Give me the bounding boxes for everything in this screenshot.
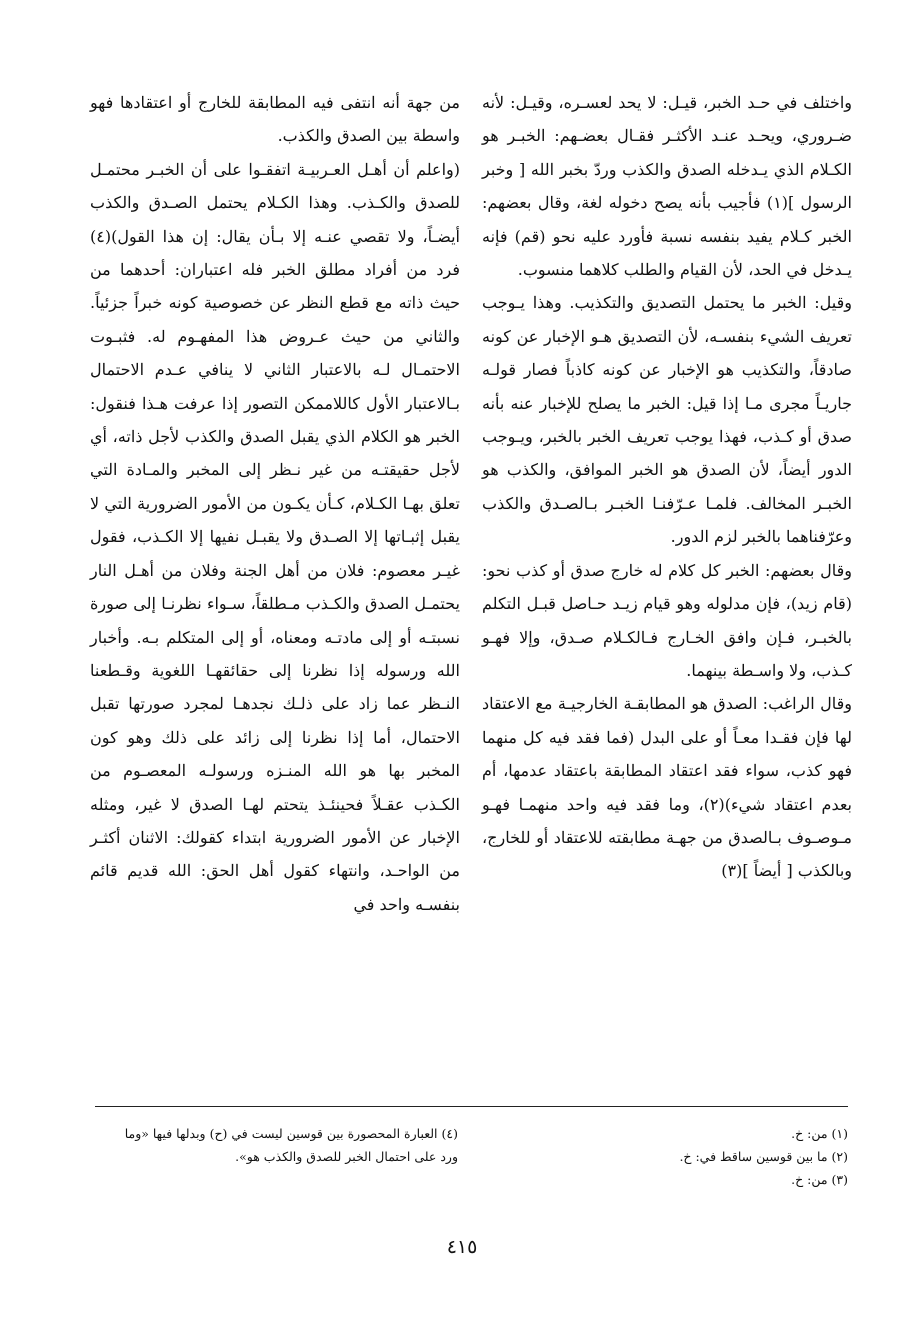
page-number: ٤١٥ bbox=[446, 1236, 478, 1258]
paragraph: (واعلم أن أهـل العـربيـة اتفقـوا على أن الخبـر محتمـل للصدق والكـذب. وهذا الكـلام يحتمل الصـدق والكذب أيضـاً، ولا تقصي عنـه إلا بـأن يقال: إن هذا القول)(٤) فرد من أفراد مطلق الخبر فله اعتباران: أحدهما من حيث ذاته مع قطع النظر عن خصوصية كونه خبراً جزئياً. والثاني من حيث عـروض هذا المفهـوم له. فثبـوت الاحتمـال لـه بالاعتبار الثاني لا ينافي عـدم الاحتمال بـالاعتبار الأول كاللاممكن التصور إذا عرفت هـذا فنقول: الخبر هو الكلام الذي يقبل الصدق والكذب لأجل ذاته، أي لأجل حقيقتـه من غير نـظر إلى المخبر والمـادة التي تعلق بهـا الكـلام، كـأن يكـون من الأمور الضرورية التي لا يقبل إثبـاتها إلا الصـدق ولا يقبـل نفيها إلا الكـذب، فقول غيـر معصوم: فلان من أهل الجنة وفلان من أهـل النار يحتمـل الصدق والكـذب مـطلقاً، سـواء نظرنـا إلى صورة نسبتـه أو إلى مادتـه ومعناه، أو إلى المتكلم بـه. وأخبار الله ورسوله إذا نظرنا إلى حقائقهـا اللغوية وقـطعنا النـظر عما زاد على ذلـك نجدهـا لمجرد صورتها تقبل الاحتمال، أما إذا نظرنا إلى زائد على ذلك وهو كون المخبر بها هو الله المنـزه ورسولـه المعصـوم من الكـذب عقـلاً فحينئـذ يتحتم لهـا الصدق لا غير، ومثله الإخبار عن الأمور الضرورية ابتداء كقولك: الاثنان أكثـر من الواحـد، وانتهاء كقول أهل الحق: الله قديم قائم بنفسـه واحد في bbox=[90, 159, 460, 914]
paragraph: وقال الراغب: الصدق هو المطابقـة الخارجيـة مع الاعتقاد لها فإن فقـدا معـاً أو على البدل (فما فقد فيه كل منهما فهو كذب، سواء فقد اعتقاد المطابقة باعتقاد عدمها، أم بعدم اعتقاد شيء)(٢)، وما فقد فيه واحد منهمـا فهـو مـوصـوف بـالصدق من جهـة مطابقته للاعتقاد أو للخارج، وبالكذب [ أيضاً ](٣) bbox=[482, 694, 853, 881]
footnote: (٤) العبارة المحصورة بين قوسين ليست في (ح) وبدلها فيها «وما ورد على احتمال الخبر للصدق والكذب هو». bbox=[124, 1126, 458, 1164]
footnotes-left bbox=[118, 1122, 458, 1168]
paragraph: من جهة أنه انتفى فيه المطابقة للخارج أو اعتقادها فهو واسطة بين الصدق والكذب. bbox=[90, 93, 460, 146]
left-text-column bbox=[90, 86, 460, 921]
footnote: (١) من: خ. bbox=[791, 1126, 848, 1141]
footnote: (٢) ما بين قوسين ساقط في: خ. bbox=[679, 1149, 848, 1164]
footnote-divider bbox=[95, 1106, 848, 1107]
paragraph: واختلف في حـد الخبر، قيـل: لا يحد لعسـره، وقيـل: لأنه ضـروري، ويحـد عنـد الأكثـر فقـال بعضـهم: الخبـر هو الكـلام الذي يـدخله الصدق والكذب وردّ بخبر الله [ وخبر الرسول ](١) فأجيب بأنه يصح دخوله لغة، وقال بعضهم: الخبر كـلام يفيد بنفسه نسبة فأورد عليه نحو (قم) فإنه يـدخل في الحد، لأن القيام والطلب كلاهما منسوب. bbox=[482, 93, 853, 280]
right-text-column bbox=[482, 86, 852, 888]
paragraph: وقيل: الخبر ما يحتمل التصديق والتكذيب. وهذا يـوجب تعريف الشيء بنفسـه، لأن التصديق هـو الإخبار عن كونه صادقاً، والتكذيب هو الإخبار عن كونه كاذباً فصار قولـه جاريـاً مجرى مـا إذا قيل: الخبر ما يصلح للإخبار عنه بأنه صدق أو كـذب، فهذا يوجب تعريف الخبر بالخبر، ويـوجب الدور أيضاً، لأن الصدق هو الخبر الموافق، والكذب هو الخبـر المخالف. فلمـا عـرّفنـا الخبـر بـالصـدق والكذب وعرّفناهما بالخبر لزم الدور. bbox=[482, 293, 852, 547]
paragraph: وقال بعضهم: الخبر كل كلام له خارج صدق أو كذب نحو: (قام زيد)، فإن مدلوله وهو قيام زيـد حـاصل قبـل التكلم بالخبـر، فـإن وافق الخـارج فـالكـلام صـدق، وإلا فهـو كـذب، ولا واسـطة بينهما. bbox=[482, 560, 852, 680]
footnote: (٣) من: خ. bbox=[791, 1172, 848, 1187]
footnotes-right bbox=[508, 1122, 848, 1191]
